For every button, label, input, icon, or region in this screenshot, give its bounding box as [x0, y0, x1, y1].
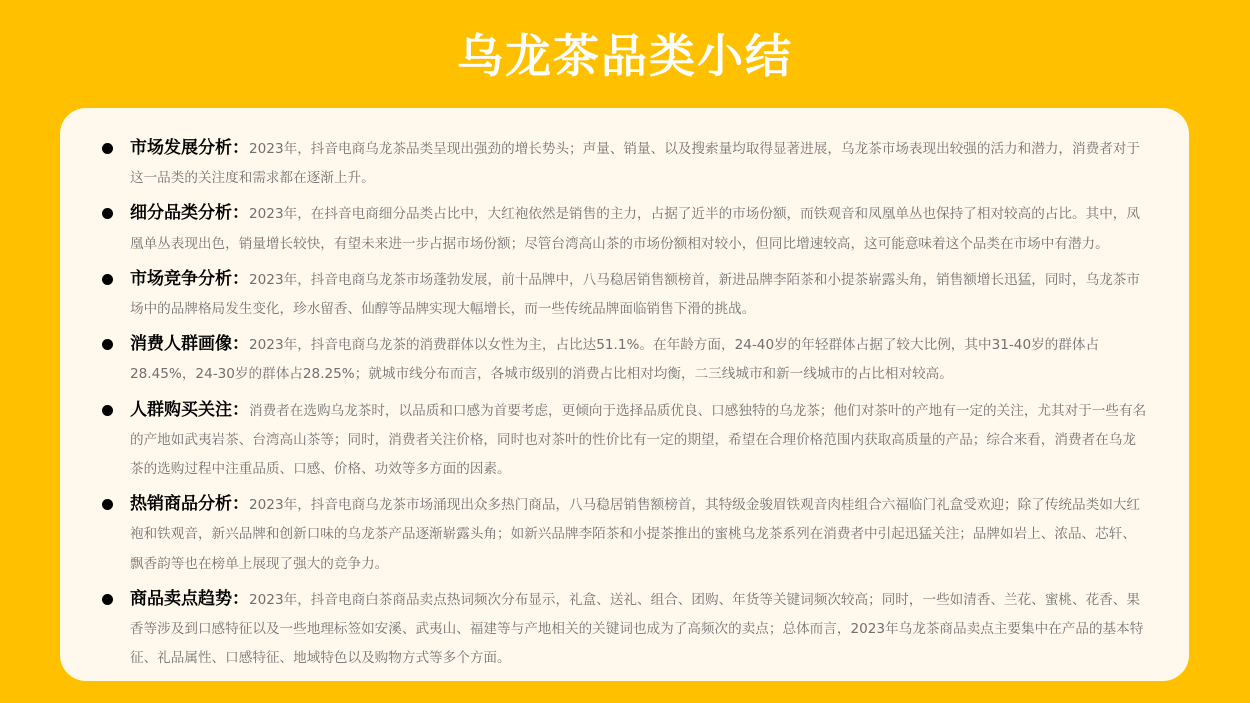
bullet-icon	[102, 339, 113, 350]
item-heading: 细分品类分析：	[130, 203, 249, 224]
summary-item-hot-products	[102, 490, 1149, 579]
item-heading: 人群购买关注：	[130, 399, 249, 420]
item-text: 2023年，抖音电商乌龙茶的消费群体以女性为主，占比达51.1%。在年龄方面，24-40岁的年轻群体占据了较大比例，其中31-40岁的群体占28.45%，24-30岁的群体占28.25%；就城市线分布而言，各城市级别的消费占比相对均衡，二三线城市和新一线城市的占比相对较高。	[130, 337, 1100, 383]
bullet-icon	[102, 274, 113, 285]
bullet-icon	[102, 208, 113, 219]
summary-item-segment	[102, 199, 1149, 258]
page-title: 乌龙茶品类小结	[457, 29, 793, 83]
bullet-icon	[102, 143, 113, 154]
item-heading: 市场发展分析：	[130, 138, 249, 158]
summary-item-competition	[102, 265, 1149, 324]
item-text: 2023年，抖音电商乌龙茶品类呈现出强劲的增长势头；声量、销量、以及搜索量均取得显著进展，乌龙茶市场表现出较强的活力和潜力，消费者对于这一品类的关注度和需求都在逐渐上升。	[130, 141, 1140, 187]
item-heading: 热销商品分析：	[130, 494, 249, 515]
item-text: 消费者在选购乌龙茶时，以品质和口感为首要考虑，更倾向于选择品质优良、口感独特的乌龙茶；他们对茶叶的产地有一定的关注，尤其对于一些有名的产地如武夷岩茶、台湾高山茶等；同时，消费者关注价格，同时也对茶叶的性价比有一定的期望，希望在合理价格范围内获取高质量的产品；综合来看，消费者在乌龙茶的选购过程中注重品质、口感、价格、功效等多方面的因素。	[130, 402, 1147, 478]
item-text: 2023年，抖音电商乌龙茶市场蓬勃发展，前十品牌中，八马稳居销售额榜首，新进品牌李陌茶和小提茶崭露头角，销售额增长迅猛，同时，乌龙茶市场中的品牌格局发生变化，珍水留香、仙醇等品牌实现大幅增长，而一些传统品牌面临销售下滑的挑战。	[130, 271, 1140, 318]
summary-item-market-development	[102, 134, 1149, 193]
item-heading: 消费人群画像：	[130, 334, 249, 355]
item-text: 2023年，抖音电商乌龙茶市场涌现出众多热门商品，八马稳居销售额榜首，其特级金骏眉铁观音肉桂组合六福临门礼盒受欢迎；除了传统品类如大红袍和铁观音，新兴品牌和创新口味的乌龙茶产品逐渐崭露头角；如新兴品牌李陌茶和小提茶推出的蜜桃乌龙茶系列在消费者中引起迅猛关注；品牌如岩上、浓品、芯轩、飘香韵等也在榜单上展现了强大的竞争力。	[130, 497, 1140, 572]
item-heading: 商品卖点趋势：	[130, 588, 249, 609]
summary-item-consumer-profile	[102, 330, 1149, 389]
bullet-icon	[102, 594, 113, 605]
summary-item-purchase-concerns	[102, 396, 1149, 485]
item-heading: 市场竞争分析：	[130, 268, 249, 289]
bullet-icon	[102, 405, 113, 416]
item-text: 2023年，抖音电商白茶商品卖点热词频次分布显示，礼盒、送礼、组合、团购、年货等关键词频次较高；同时，一些如清香、兰花、蜜桃、花香、果香等涉及到口感特征以及一些地理标签如安溪、武夷山、福建等与产地相关的关键词也成为了高频次的卖点；总体而言，2023年乌龙茶商品卖点主要集中在产品的基本特征、礼品属性、口感特征、地域特色以及购物方式等多个方面。	[130, 591, 1144, 667]
item-text: 2023年，在抖音电商细分品类占比中，大红袍依然是销售的主力，占据了近半的市场份额，而铁观音和凤凰单丛也保持了相对较高的占比。其中，凤凰单丛表现出色，销量增长较快，有望未来进一步占据市场份额；尽管台湾高山茶的市场份额相对较小，但同比增速较高，这可能意味着这个品类在市场中有潜力。	[130, 206, 1140, 252]
summary-item-selling-points	[102, 585, 1149, 674]
bullet-icon	[102, 499, 113, 510]
summary-card	[60, 108, 1189, 681]
